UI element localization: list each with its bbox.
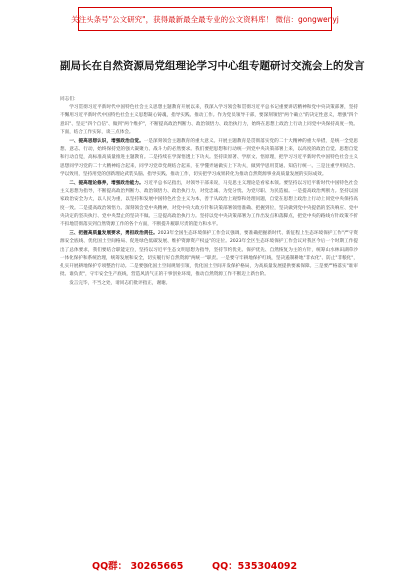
- footer: [0, 556, 408, 576]
- footer-qq: QQ：535304092: [212, 561, 298, 572]
- section-1-paragraph: [60, 138, 358, 179]
- section-3-heading: 三、把握高质量发展要求，勇担政治责任。: [69, 231, 158, 237]
- document-body: [60, 96, 358, 289]
- section-3-body: 2023年全国生态环境保护工作会议强调，要准确把握新时代、新征程上生态环境保护工作"严守资源安全底线、优化国土空间格局、促进绿色低碳发展、维护资源资产权益"的定位。2023年全区生态环境保护工作会议对我区今后一个时期工作提出了总体要求，我们要结合职能定位，坚持以习近平生态文明思想为指导，坚持节约优先、保护优先、自然恢复为主的方针，统筹山水林田湖草沙一体化保护和系统治理，统筹发展和安全，切实履行好自然资源"两统一"职责。一是要守牢耕地保护红线，坚决遏制耕地"非农化"、防止"非粮化"，扎实开展耕地保护专项整治行动。二是要强化国土空间规划引领，优化国土空间开发保护格局，为高质量发展提供要素保障。三是要严格落实"谁审批、谁负责"，守牢安全生产底线，营造风清气正的干事创业环境，推动自然资源工作不断迈上新台阶。: [60, 231, 358, 278]
- footer-qq-group: QQ群： 30265665: [92, 561, 184, 572]
- salutation: 同志们：: [60, 97, 79, 102]
- section-2-paragraph: [60, 180, 358, 229]
- section-3-paragraph: [60, 230, 358, 279]
- top-banner: [0, 0, 408, 54]
- section-2-body: 习近平总书记指出，对领导干部来说，马克思主义理论是看家本领。要坚持以习近平新时代中国特色社会主义思想为指导，不断提高政治判断力、政治领悟力、政治执行力，对党忠诚、为党分忧、为党尽职、为民造福。一是提高政治判断力。坚持以国家政治安全为大，以人民为重，以坚持和发展中国特色社会主义为本，善于从政治上观察和处理问题，自觉在思想上政治上行动上同党中央保持高度一致。二是提高政治领悟力。深刻领会党中央精神，对党中央大政方针和决策部署领悟准确、把握到位，坚决做到党中央提倡的坚决响应、党中央决定的坚决执行、党中央禁止的坚决不做。三是提高政治执行力。坚持以党中央决策部署为工作出发点和落脚点，把党中央的路线方针政策不折不扣地贯彻落实到自然资源工作的各个方面，不断提升履职尽责的能力和水平。: [60, 181, 358, 228]
- banner-text: 关注头条号"公文研究"，获得最新最全最专业的公文资料库！ 微信：gongwenyj: [71, 14, 339, 24]
- closing-paragraph: 发言完毕，不当之处，请同志们批评指正，谢谢。: [69, 281, 171, 287]
- document-page: [50, 54, 365, 554]
- section-1-body: 一是深刻领会主题教育的重大意义。开展主题教育是贯彻落实党的二十大精神的重大举措，是统一全党思想、意志、行动，始终保持党的强大凝聚力、战斗力的必然要求。我们要把思想和行动统一到党中央决策部署上来，以高度的政治自觉、思想自觉和行动自觉，高标准高质量推进主题教育。二是持续在学深悟透上下功夫。坚持读原著、学原文、悟原理，把学习习近平新时代中国特色社会主义思想同学习党的二十大精神结合起来，同学习党章党规结合起来，在学懂弄通做实上下功夫，做到学思用贯通、知信行统一。三是注重学用结合、学以致用，坚持用党的创新理论武装头脑、指导实践、推动工作，切实把学习成果转化为推动自然资源事业高质量发展的实际成效。: [60, 139, 358, 177]
- document-title: 副局长在自然资源局党组理论学习中心组专题研讨交流会上的发言: [60, 60, 365, 72]
- intro-paragraph: 学习贯彻习近平新时代中国特色社会主义思想主题教育开展以来，我深入学习领会和贯彻习近平总书记重要讲话精神和党中央决策部署，坚持不懈用习近平新时代中国特色社会主义思想凝心铸魂，指导实践、推动工作。作为党员领导干部，要深刻领悟"两个确立"的决定性意义，增强"四个意识"、坚定"四个自信"、做到"两个维护"，不断提高政治判断力、政治领悟力、政治执行力，始终在思想上政治上行动上同党中央保持高度一致。下面，结合工作实际，谈三点体会。: [60, 105, 358, 135]
- banner-box: [71, 7, 339, 31]
- section-1-heading: 一、提高思想认识，增强政治自觉。: [69, 139, 144, 145]
- section-2-heading: 二、提高理论修养，增强政治能力。: [69, 181, 144, 187]
